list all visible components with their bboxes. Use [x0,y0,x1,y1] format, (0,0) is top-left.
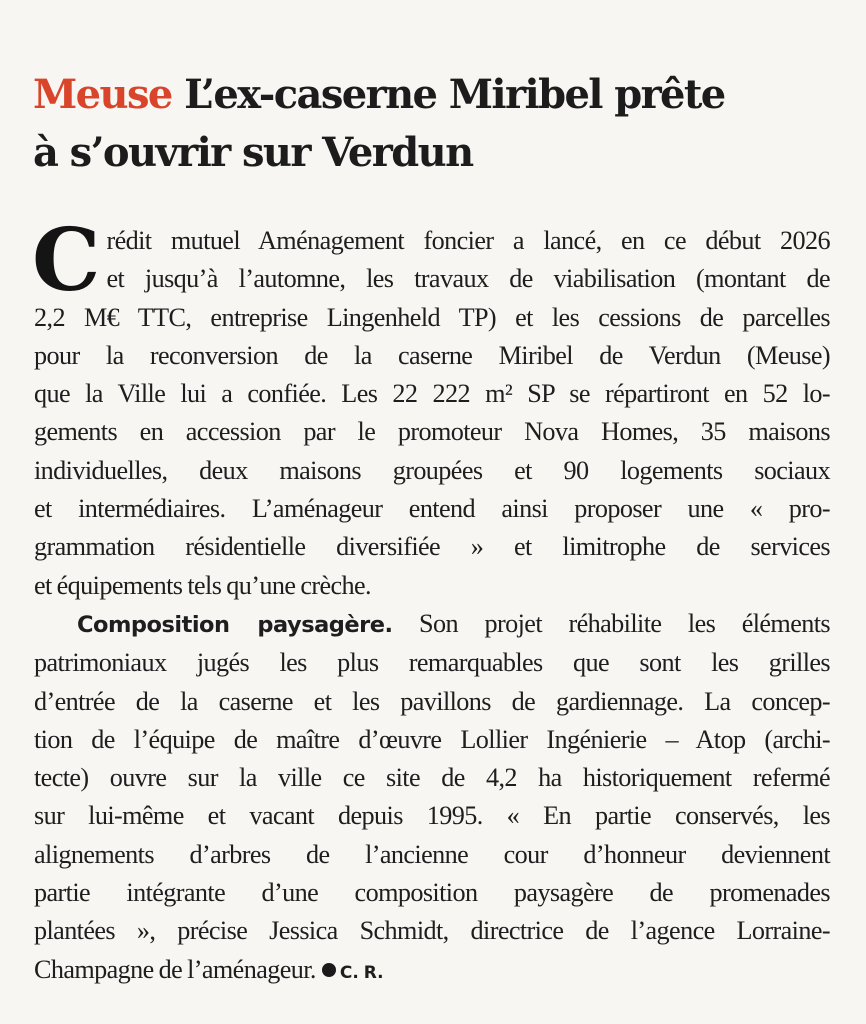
body-line-final [34,951,830,992]
end-bullet-icon [322,963,336,977]
body-line: et intermédiaires. L’aménageur entend ainsi proposer une « pro- [34,494,830,524]
body-line: partie intégrante d’une composition paysagère de promenades [34,878,830,908]
body-text: Son projet réhabilite les éléments [392,608,830,638]
body-line: individuelles, deux maisons groupées et 90 logements sociaux [34,455,830,485]
author-byline: C. R. [339,962,384,983]
body-line: tion de l’équipe de maître d’œuvre Lollier Ingénierie – Atop (archi- [34,724,830,754]
body-line: que la Ville lui a confiée. Les 22 222 m² SP se répartiront en 52 lo- [34,379,830,409]
paragraph-2 [34,605,830,992]
headline [33,66,833,182]
body-line: et jusqu’à l’automne, les travaux de viabilisation (montant de [106,264,830,294]
body-line: plantées », précise Jessica Schmidt, directrice de l’agence Lorraine- [34,916,830,946]
body-text: Champagne de l’aménageur. [34,954,316,984]
body-line: et équipements tels qu’une crèche. [34,570,371,600]
body-line: grammation résidentielle diversifiée » et limitrophe de services [34,532,830,562]
body-line-with-subhead [34,605,830,644]
body-line: d’entrée de la caserne et les pavillons de gardiennage. La concep- [34,686,830,716]
body-line: patrimoniaux jugés les plus remarquables que sont les grilles [34,648,830,678]
body-line: gements en accession par le promoteur Nova Homes, 35 maisons [34,417,830,447]
body-line: alignements d’arbres de l’ancienne cour d’honneur deviennent [34,839,830,869]
body-line: pour la reconversion de la caserne Miribel de Verdun (Meuse) [34,340,830,370]
headline-title-line1: L’ex-caserne Miribel prête [171,71,725,118]
body-line: 2,2 M€ TTC, entreprise Lingenheld TP) et les cessions de parcelles [34,302,830,332]
drop-cap: C [32,210,101,311]
subhead: Composition paysagère. [77,611,393,638]
body-line: sur lui-même et vacant depuis 1995. « En partie conservés, les [34,801,830,831]
article-body [32,210,830,992]
headline-title-line2: à s’ouvrir sur Verdun [33,129,473,176]
body-line: tecte) ouvre sur la ville ce site de 4,2 ha historiquement refermé [34,763,830,793]
headline-kicker: Meuse [33,71,172,118]
body-line: rédit mutuel Aménagement foncier a lancé, en ce début 2026 [106,226,830,255]
paragraph-1 [32,210,830,605]
